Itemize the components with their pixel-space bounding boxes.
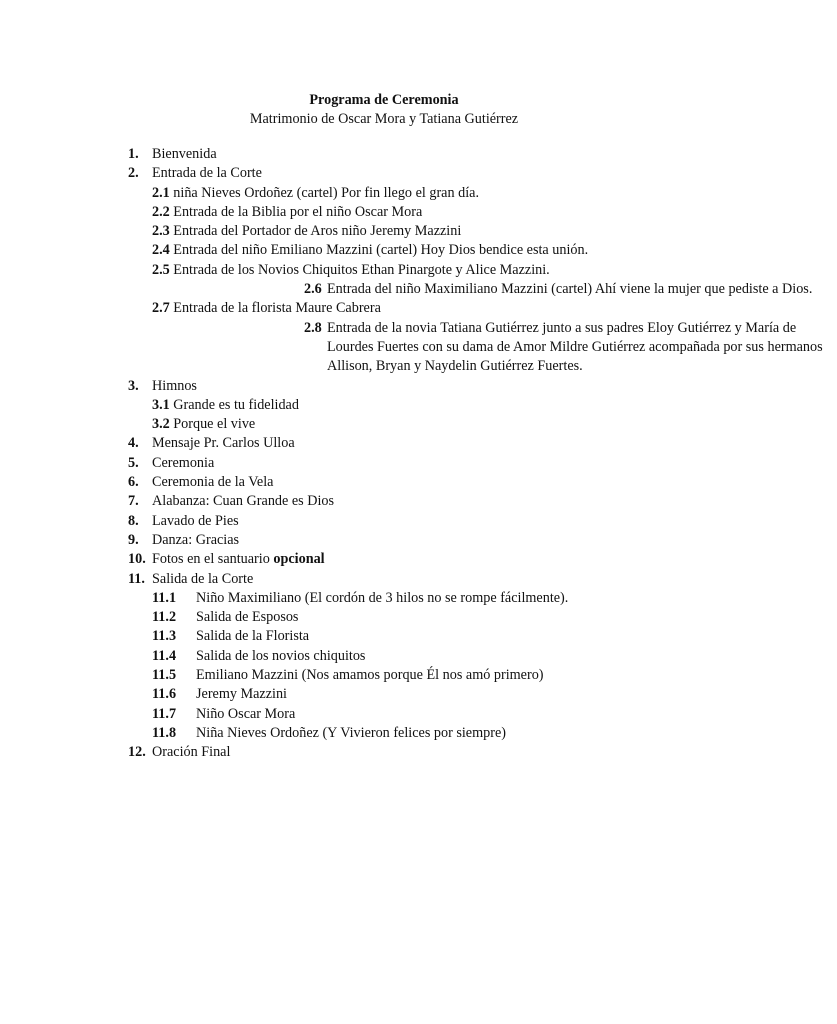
item-number: 3. bbox=[128, 377, 139, 394]
list-item bbox=[0, 145, 768, 164]
sub-item-text: niña Nieves Ordoñez (cartel) Por fin llego el gran día. bbox=[173, 184, 479, 201]
sub-item-number: 11.4 bbox=[152, 647, 177, 664]
sub-item-number: 2.1 bbox=[152, 184, 170, 201]
item-number: 10. bbox=[128, 551, 146, 568]
sub-list-item bbox=[0, 647, 768, 666]
list-item bbox=[0, 570, 768, 589]
sub-item-number: 11.5 bbox=[152, 667, 177, 684]
sub-item-number: 11.6 bbox=[152, 686, 177, 703]
sub-item-text: Emiliano Mazzini (Nos amamos porque Él nos amó primero) bbox=[196, 667, 544, 684]
item-text: Danza: Gracias bbox=[152, 531, 240, 548]
optional-label: opcional bbox=[273, 551, 325, 568]
sub-item-text: Entrada de la florista Maure Cabrera bbox=[173, 300, 381, 317]
sub-list-item bbox=[0, 666, 768, 685]
sub-list-item bbox=[0, 184, 768, 203]
list-item bbox=[0, 512, 768, 531]
item-text: Lavado de Pies bbox=[152, 512, 239, 529]
item-number: 6. bbox=[128, 474, 139, 491]
sub-list-item bbox=[0, 396, 768, 415]
sub-list-item bbox=[0, 724, 768, 743]
sub-item-text: Entrada de los Novios Chiquitos Ethan Pinargote y Alice Mazzini. bbox=[173, 261, 550, 278]
sub-list-item bbox=[0, 415, 768, 434]
sub-list-item bbox=[0, 280, 813, 299]
document-subtitle: Matrimonio de Oscar Mora y Tatiana Gutiérrez bbox=[249, 111, 519, 127]
sub-item-text: Grande es tu fidelidad bbox=[173, 396, 299, 413]
sub-item-number: 3.2 bbox=[152, 416, 170, 433]
sub-item-text: Entrada del niño Emiliano Mazzini (cartel) Hoy Dios bendice esta unión. bbox=[173, 242, 589, 259]
item-text: Ceremonia bbox=[152, 454, 215, 471]
sub-list-item bbox=[0, 608, 768, 627]
sub-list-item bbox=[0, 203, 768, 222]
item-number: 8. bbox=[128, 512, 139, 529]
item-text: Bienvenida bbox=[152, 146, 217, 162]
item-text: Himnos bbox=[152, 377, 197, 394]
sub-item-number: 2.5 bbox=[152, 261, 170, 278]
item-number: 7. bbox=[128, 493, 139, 510]
item-number: 2. bbox=[128, 165, 139, 182]
item-number: 11. bbox=[128, 570, 145, 587]
sub-item-number: 2.4 bbox=[152, 242, 170, 259]
sub-list-item bbox=[0, 261, 768, 280]
sub-item-text: Entrada de la Biblia por el niño Oscar Mora bbox=[173, 203, 423, 220]
item-text: Alabanza: Cuan Grande es Dios bbox=[152, 493, 335, 510]
sub-item-number: 3.1 bbox=[152, 396, 170, 413]
item-number: 1. bbox=[128, 146, 139, 162]
sub-item-number: 2.8 bbox=[304, 319, 322, 336]
sub-list-item bbox=[0, 627, 768, 646]
list-item bbox=[0, 434, 768, 453]
item-number: 9. bbox=[128, 531, 139, 548]
sub-item-text: Entrada de la novia Tatiana Gutiérrez junto a sus padres Eloy Gutiérrez y María de Lourdes Fuertes con su dama de Amor Mildre Gutiérrez acompañada por sus hermanos Allison, Bryan y Naydelin Gutiérrez Fuertes. bbox=[327, 319, 823, 375]
sub-item-text: Salida de la Florista bbox=[196, 628, 310, 645]
sub-list-item bbox=[0, 705, 768, 724]
sub-item-number: 2.6 bbox=[304, 281, 322, 298]
sub-item-text: Niño Oscar Mora bbox=[196, 705, 296, 722]
ceremony-program-list bbox=[0, 145, 823, 763]
sub-item-text: Salida de los novios chiquitos bbox=[196, 647, 366, 664]
sub-item-text: Entrada del Portador de Aros niño Jeremy Mazzini bbox=[173, 223, 462, 240]
sub-list-item bbox=[0, 589, 768, 608]
sub-item-text: Jeremy Mazzini bbox=[196, 686, 287, 703]
item-text: Ceremonia de la Vela bbox=[152, 474, 274, 491]
item-number: 5. bbox=[128, 454, 139, 471]
sub-list-item bbox=[0, 299, 768, 318]
item-text: Entrada de la Corte bbox=[152, 165, 262, 182]
list-item bbox=[0, 454, 768, 473]
sub-item-number: 11.2 bbox=[152, 609, 177, 626]
sub-item-text: Salida de Esposos bbox=[196, 609, 299, 626]
sub-item-number: 2.3 bbox=[152, 223, 170, 240]
sub-item-number: 2.7 bbox=[152, 300, 170, 317]
item-number: 12. bbox=[128, 744, 146, 761]
sub-list-item bbox=[0, 319, 823, 377]
list-item bbox=[0, 377, 768, 396]
list-item bbox=[0, 473, 768, 492]
sub-item-number: 11.7 bbox=[152, 705, 177, 722]
list-item bbox=[0, 550, 768, 569]
sub-list-item bbox=[0, 222, 768, 241]
sub-item-text: Niña Nieves Ordoñez (Y Vivieron felices por siempre) bbox=[196, 724, 506, 741]
item-text: Oración Final bbox=[152, 744, 231, 761]
sub-item-text: Porque el vive bbox=[173, 416, 256, 433]
list-item bbox=[0, 164, 768, 183]
document-title: Programa de Ceremonia bbox=[309, 92, 459, 108]
item-number: 4. bbox=[128, 435, 139, 452]
sub-item-number: 2.2 bbox=[152, 203, 170, 220]
item-text: Mensaje Pr. Carlos Ulloa bbox=[152, 435, 295, 452]
sub-item-number: 11.1 bbox=[152, 589, 177, 606]
sub-list-item bbox=[0, 241, 768, 260]
sub-item-number: 11.3 bbox=[152, 628, 177, 645]
sub-item-text: Niño Maximiliano (El cordón de 3 hilos no se rompe fácilmente). bbox=[196, 589, 569, 606]
item-text: Fotos en el santuario bbox=[152, 551, 270, 568]
list-item bbox=[0, 743, 768, 762]
list-item bbox=[0, 492, 768, 511]
sub-item-text: Entrada del niño Maximiliano Mazzini (cartel) Ahí viene la mujer que pediste a Dios. bbox=[327, 281, 813, 298]
list-item bbox=[0, 531, 768, 550]
sub-list-item bbox=[0, 685, 768, 704]
sub-item-number: 11.8 bbox=[152, 724, 177, 741]
item-text: Salida de la Corte bbox=[152, 570, 254, 587]
